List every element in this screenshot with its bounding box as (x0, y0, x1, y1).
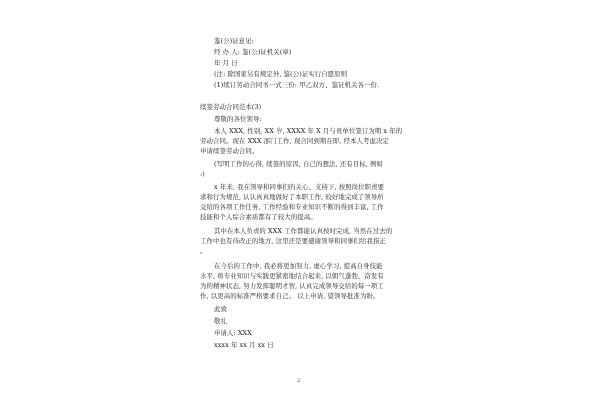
paragraph-1-line: 申请续签劳动合同。 (200, 147, 259, 155)
paragraph-4-line: 工作中也有待改正的地方, 这里还是要感谢领导和同事们给我指正 (200, 237, 386, 245)
paragraph-5-line: 作, 以更高的标准严格要求自己。 以上申请, 望领导批准为盼。 (200, 292, 380, 300)
closing-salute: 敬礼 (214, 317, 227, 325)
note-line: (注: 除国家另有规定外, 鉴(公)证实行自愿原则 (214, 70, 348, 78)
page-number: 2 (297, 378, 301, 384)
paragraph-3-line: 技能和个人综合素质都有了较大的提高。 (200, 213, 317, 221)
paragraph-1-line: 劳动合同。现在 XXX 部门工作, 现合同到期在即, 经本人考虑决定 (200, 137, 390, 145)
paragraph-4-line: 。 (200, 247, 207, 255)
paragraph-3-line: 交给的各项工作任务, 工作经验和专业知识不断的得到丰富, 工作 (200, 203, 384, 211)
applicant-line: 申请人: XXX (214, 329, 252, 337)
paragraph-4-line: 其中在本人负责的 XXX 工作都能认真按时完成, 当然在过去的 (214, 227, 393, 235)
appraisal-opinion-line: 鉴(公)证意见: (214, 37, 254, 45)
paragraph-3-line: 求和行为规范, 认认真真地做好了本职工作, 较好地完成了领导所 (200, 193, 384, 201)
paragraph-5-line: 水平, 将专业知识与实践更紧密地结合起来, 以朝气蓬勃、奋发有 (200, 272, 384, 280)
copies-note-line: (1)续订劳动合同书一式三份: 甲乙双方、鉴证机关各一份. (214, 81, 380, 89)
paragraph-2-line: :) (200, 170, 205, 178)
paragraph-3-line: x 年来, 我在领导和同事们的关心、支持下, 按照岗位职责要 (214, 183, 385, 191)
letter-greeting: 尊敬的各位领导: (214, 115, 262, 123)
date-blank-line: 年 月 日 (214, 59, 238, 67)
signature-date: xxxx 年 xx 月 xx 日 (214, 341, 274, 349)
closing-respect: 此致 (214, 305, 227, 313)
paragraph-2-line: (写明工作的心得, 续签的原因, 自己的想法, 还有目标, 例如 (214, 160, 383, 168)
paragraph-5-line: 在今后的工作中, 我必将更加努力, 虚心学习, 提高自身技能 (214, 262, 383, 270)
paragraph-5-line: 为的精神状态, 努力发挥聪明才智, 认真完成领导交给的每一项工 (200, 282, 384, 290)
paragraph-1-line: 本人 XXX, 性别, XX 岁, XXXX 年 X 月与贵单位签订为期 x 年的 (214, 127, 403, 135)
handler-line: 经 办 人: 鉴(公)证机关(章) (214, 48, 292, 56)
letter-title: 续签劳动合同范本(3) (200, 103, 262, 111)
